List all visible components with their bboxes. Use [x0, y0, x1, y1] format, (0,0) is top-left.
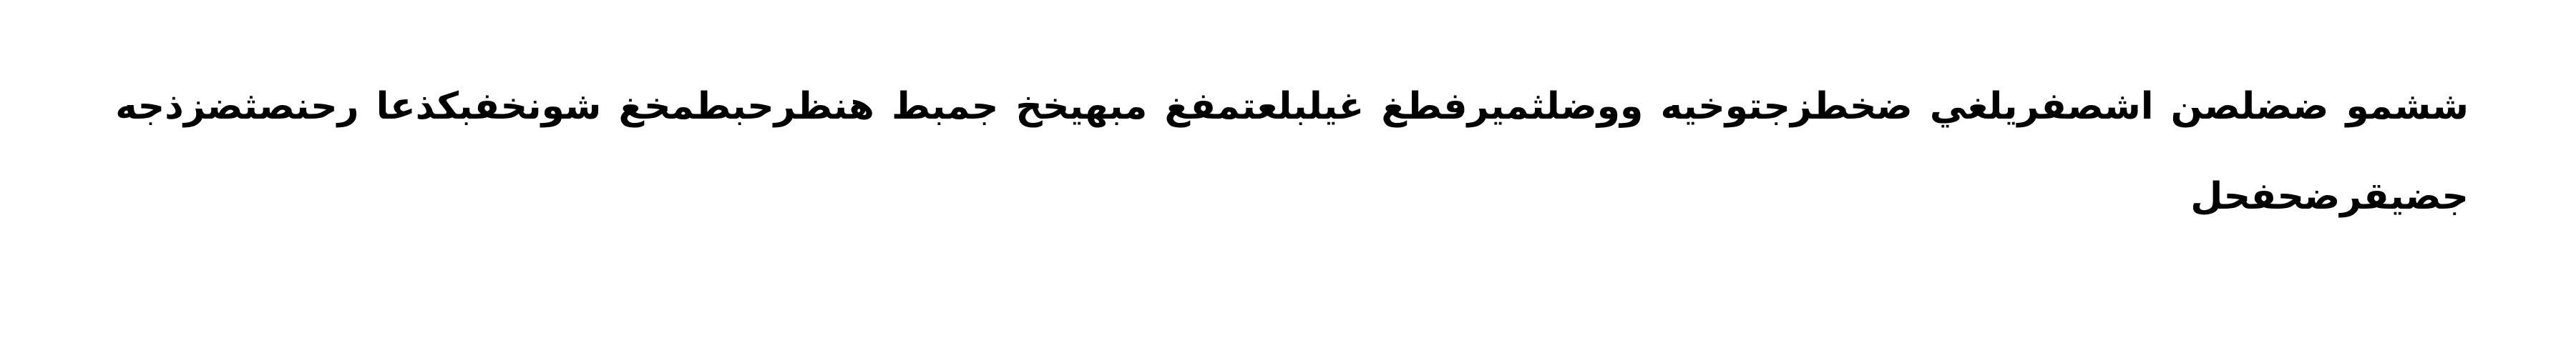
arabic-text-paragraph: ششمو ضضلصن اشصفريلغي ضخطزجتوخيه ووضلثميرفطغ غيلبلعتمفغ مبهيخخ جمبط هنظرحبطمخغ شونخفبكذعا رحنصثضزذجه جضيقرضحفحل — [115, 85, 2469, 218]
